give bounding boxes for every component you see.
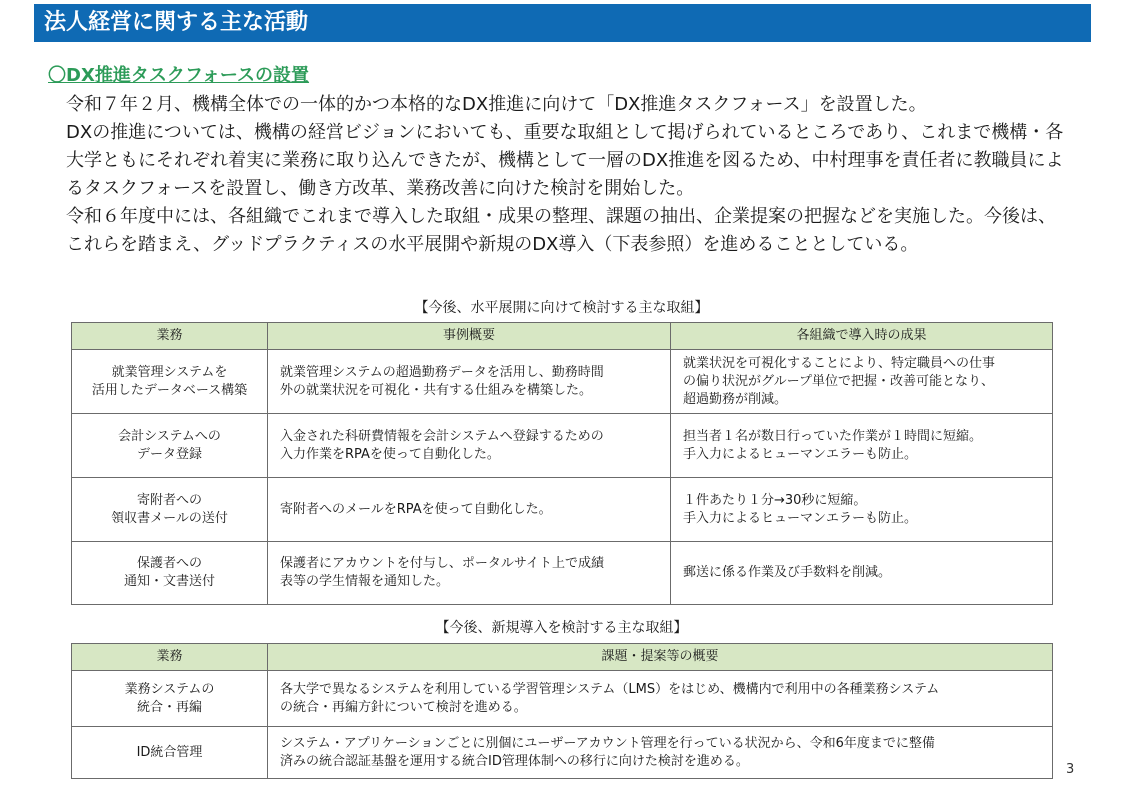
result-cell <box>671 350 1053 414</box>
cell-line: 通知・文書送付 <box>123 574 215 589</box>
cell-line: 郵送に係る作業及び手数料を削減。 <box>683 565 892 580</box>
body-text <box>48 91 1068 259</box>
summary-cell <box>268 478 671 542</box>
result-cell <box>671 414 1053 478</box>
cell-line: 外の就業状況を可視化・共有する仕組みを構築した。 <box>280 382 593 398</box>
result-cell <box>671 478 1053 542</box>
task-cell <box>72 414 268 478</box>
cell-line: 領収書メールの送付 <box>111 510 228 526</box>
table-row <box>72 350 1053 414</box>
cell-line: ID統合管理 <box>136 744 203 760</box>
cell-line: 済みの統合認証基盤を運用する統合ID管理体制への移行に向けた検討を進める。 <box>280 753 749 769</box>
cell-line: の統合・再編方針について検討を進める。 <box>280 699 527 715</box>
cell-line: 担当者１名が数日行っていた作業が１時間に短縮。 <box>683 428 983 444</box>
cell-line: 活用したデータベース構築 <box>91 382 248 398</box>
cell-line: システム・アプリケーションごとに別個にユーザーアカウント管理を行っている状況から、令和6年度までに整備 <box>280 735 935 751</box>
table-row <box>72 671 1053 727</box>
cell-line: 統合・再編 <box>136 699 202 715</box>
cell-line: 入力作業をRPAを使って自動化した。 <box>280 446 500 462</box>
column-header: 事例概要 <box>268 323 671 350</box>
task-cell <box>72 478 268 542</box>
cell-line: 保護者にアカウントを付与し、ポータルサイト上で成績 <box>280 556 604 571</box>
table-row <box>72 727 1053 779</box>
header-bar <box>34 4 1091 42</box>
cell-line: 寄附者へのメールをRPAを使って自動化した。 <box>280 501 552 517</box>
table-row <box>72 478 1053 542</box>
cell-line: １件あたり１分→30秒に短縮。 <box>683 492 867 508</box>
column-header: 課題・提案等の概要 <box>268 644 1053 671</box>
cell-line: 表等の学生情報を通知した。 <box>280 574 450 589</box>
cell-line: 寄附者への <box>136 492 202 508</box>
task-cell <box>72 727 268 779</box>
table-new-introduction <box>71 643 1053 779</box>
summary-cell <box>268 414 671 478</box>
table-row <box>72 414 1053 478</box>
paragraph-1: 令和７年２月、機構全体での一体的かつ本格的なDX推進に向けて「DX推進タスクフォース」を設置した。 <box>66 94 927 115</box>
cell-line: 就業管理システムを <box>111 364 228 380</box>
table-header-row <box>72 644 1053 671</box>
cell-line: 会計システムへの <box>118 428 221 444</box>
summary-cell <box>268 542 671 605</box>
cell-line: 手入力によるヒューマンエラーも防止。 <box>683 446 918 462</box>
cell-line: 保護者への <box>136 556 202 571</box>
column-header: 業務 <box>72 644 268 671</box>
cell-line: 就業状況を可視化することにより、特定職員への仕事 <box>683 355 996 371</box>
cell-line: 超過勤務が削減。 <box>683 391 788 407</box>
summary-cell <box>268 671 1053 727</box>
table-horizontal-deployment <box>71 322 1053 605</box>
table1-caption: 【今後、水平展開に向けて検討する主な取組】 <box>414 300 709 316</box>
summary-cell <box>268 350 671 414</box>
page-title: 法人経営に関する主な活動 <box>44 10 309 35</box>
column-header: 業務 <box>72 323 268 350</box>
section-heading: 〇DX推進タスクフォースの設置 <box>48 65 310 86</box>
table2-caption: 【今後、新規導入を検討する主な取組】 <box>435 620 688 636</box>
table-header-row <box>72 323 1053 350</box>
cell-line: 各大学で異なるシステムを利用している学習管理システム（LMS）をはじめ、機構内で利用中の各種業務システム <box>280 681 940 697</box>
paragraph-2: DXの推進については、機構の経営ビジョンにおいても、重要な取組として掲げられているところであり、これまで機構・各大学ともにそれぞれ着実に業務に取り込んできたが、機構として一層のDX推進を図るため、中村理事を責任者に教職員によるタスクフォースを設置し、働き方改革、業務改善に向けた検討を開始した。 <box>66 122 1064 199</box>
cell-line: 業務システムの <box>124 681 215 697</box>
cell-line: 就業管理システムの超過勤務データを活用し、勤務時間 <box>280 364 604 380</box>
task-cell <box>72 542 268 605</box>
page-number: 3 <box>1066 762 1075 777</box>
cell-line: 入金された科研費情報を会計システムへ登録するための <box>280 428 604 444</box>
cell-line: の偏り状況がグループ単位で把握・改善可能となり、 <box>683 373 994 389</box>
cell-line: 手入力によるヒューマンエラーも防止。 <box>683 510 918 526</box>
cell-line: データ登録 <box>136 446 202 462</box>
summary-cell <box>268 727 1053 779</box>
result-cell <box>671 542 1053 605</box>
task-cell <box>72 671 268 727</box>
column-header: 各組織で導入時の成果 <box>671 323 1053 350</box>
table-row <box>72 542 1053 605</box>
paragraph-3: 令和６年度中には、各組織でこれまで導入した取組・成果の整理、課題の抽出、企業提案の把握などを実施した。今後は、これらを踏まえ、グッドプラクティスの水平展開や新規のDX導入（下表参照）を進めることとしている。 <box>66 206 1056 255</box>
task-cell <box>72 350 268 414</box>
